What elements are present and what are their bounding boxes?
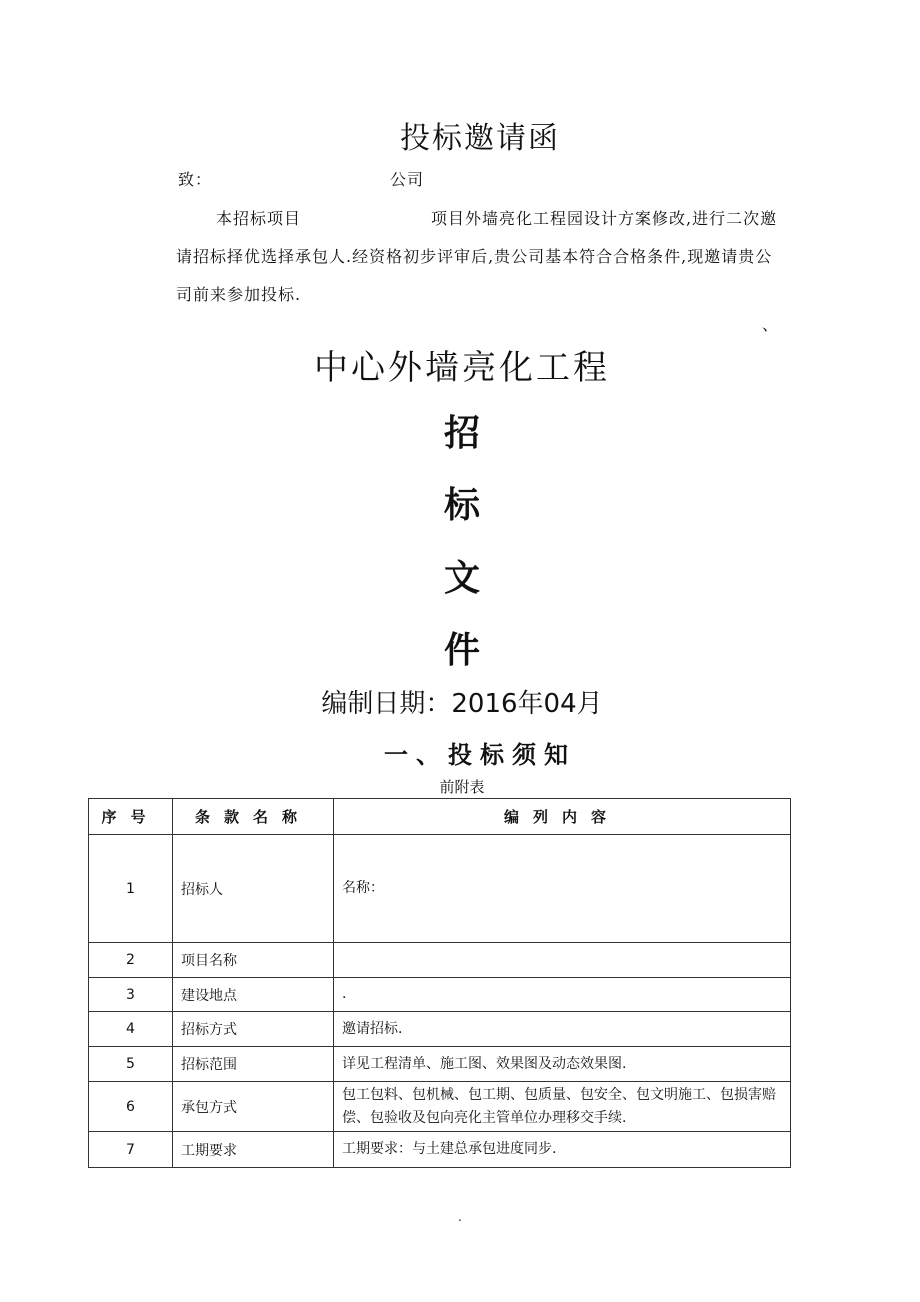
cover-char-1: 招 (443, 412, 480, 454)
paragraph-start: 本招标项目 (216, 209, 302, 228)
row-content: . (334, 978, 791, 1012)
table-header-row (89, 799, 791, 835)
compile-date: 编制日期：2016年04月 (321, 689, 603, 719)
row-name: 工期要求 (173, 1132, 334, 1168)
row-content: 邀请招标. (334, 1012, 791, 1047)
front-attached-table (88, 798, 791, 1168)
row-name: 招标方式 (173, 1012, 334, 1047)
header-content: 编列内容 (334, 799, 791, 835)
page-footer-mark: . (458, 1210, 462, 1224)
table-row (89, 1012, 791, 1047)
row-content: 工期要求：与土建总承包进度同步. (334, 1132, 791, 1168)
stray-mark: 、 (762, 315, 779, 334)
invitation-paragraph (176, 200, 786, 314)
row-name: 项目名称 (173, 943, 334, 978)
paragraph-rest: 项目外墙亮化工程园设计方案修改,进行二次邀请招标择优选择承包人.经资格初步评审后,贵公司基本符合合格条件,现邀请贵公司前来参加投标. (176, 209, 778, 304)
cover-char-4: 件 (443, 629, 480, 671)
row-name: 承包方式 (173, 1082, 334, 1132)
header-no: 序号 (89, 799, 173, 835)
table-caption: 前附表 (439, 778, 485, 796)
table-row (89, 978, 791, 1012)
row-no: 4 (89, 1012, 173, 1047)
row-no: 7 (89, 1132, 173, 1168)
recipient-label: 致： (178, 170, 213, 189)
row-no: 6 (89, 1082, 173, 1132)
recipient-company: 公司 (390, 170, 425, 189)
header-clause-name: 条款名称 (173, 799, 334, 835)
row-content (334, 943, 791, 978)
row-no: 3 (89, 978, 173, 1012)
row-name: 招标人 (173, 835, 334, 943)
row-no: 2 (89, 943, 173, 978)
project-title: 中心外墙亮化工程 (314, 348, 610, 388)
invitation-title: 投标邀请函 (400, 121, 560, 156)
cover-char-3: 文 (443, 557, 480, 599)
section-heading: 一、投标须知 (384, 740, 576, 769)
table-row (89, 943, 791, 978)
row-no: 1 (89, 835, 173, 943)
table-row (89, 1132, 791, 1168)
row-no: 5 (89, 1047, 173, 1082)
cover-char-2: 标 (443, 484, 480, 526)
table-row (89, 835, 791, 943)
row-name: 建设地点 (173, 978, 334, 1012)
row-content: 包工包料、包机械、包工期、包质量、包安全、包文明施工、包损害赔偿、包验收及包向亮化主管单位办理移交手续. (334, 1082, 791, 1132)
row-content: 名称： (334, 835, 791, 943)
table-row (89, 1047, 791, 1082)
table-row (89, 1082, 791, 1132)
row-content: 详见工程清单、施工图、效果图及动态效果图. (334, 1047, 791, 1082)
row-name: 招标范围 (173, 1047, 334, 1082)
